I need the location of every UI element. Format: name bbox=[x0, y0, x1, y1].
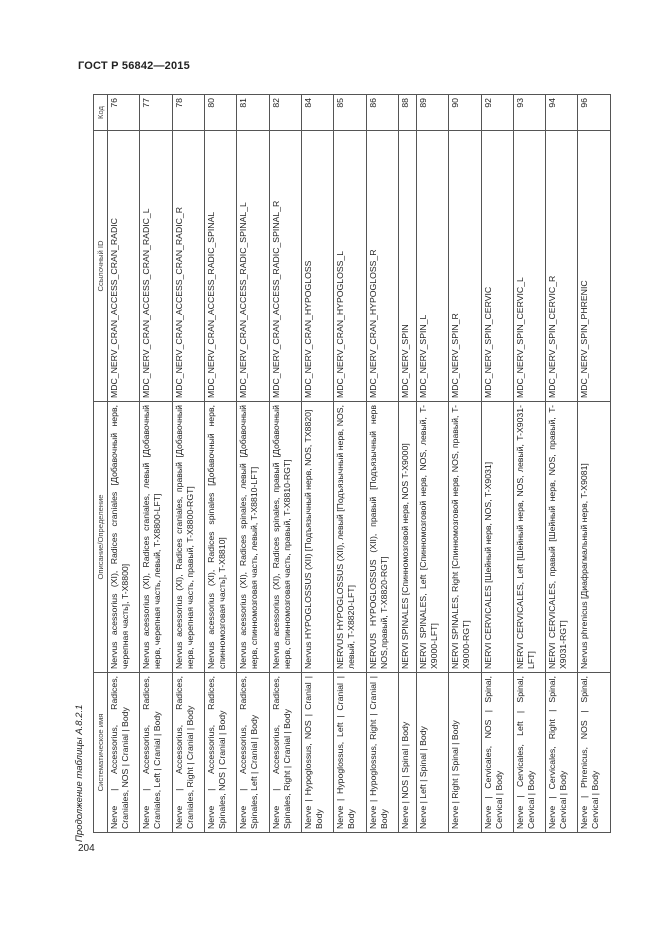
cell-reference-id: MDC_NERV_SPIN_R bbox=[449, 131, 481, 402]
cell-description: NERVI SPINALES, Left [Спинномозговой нерв, NOS, левый, T-X9000-LFT] bbox=[416, 402, 448, 673]
table-row bbox=[269, 95, 301, 833]
cell-systematic-name: Nerve | Hypoglossus, Right | Cranial | Body bbox=[366, 673, 398, 833]
cell-code: 89 bbox=[416, 95, 448, 131]
cell-reference-id: MDC_NERV_CRAN_ACCESS_RADIC_SPINAL_R bbox=[269, 131, 301, 402]
cell-description: Nervus acessorius (XI), Radices spinales, левый [Добавочный нерв, спинномозговая часть, левый, T-X8810-LFT] bbox=[237, 402, 269, 673]
cell-reference-id: MDC_NERV_CRAN_ACCESS_CRAN_RADIC_R bbox=[172, 131, 204, 402]
table-row bbox=[398, 95, 416, 833]
table-body bbox=[108, 95, 611, 833]
cell-code: 90 bbox=[449, 95, 481, 131]
table-header-row bbox=[94, 95, 108, 833]
cell-systematic-name: Nerve | Accessorius, Radices, Spinales, NOS | Cranial | Body bbox=[204, 673, 236, 833]
cell-code: 93 bbox=[513, 95, 545, 131]
cell-reference-id: MDC_NERV_SPIN_L bbox=[416, 131, 448, 402]
cell-code: 81 bbox=[237, 95, 269, 131]
cell-description: Nervus acessorius (XI), Radices cranialеs, левый [Добавочный нерв, черепная часть, левый, T-X8800-LFT] bbox=[140, 402, 172, 673]
cell-systematic-name: Nerve | NOS | Spinal | Body bbox=[398, 673, 416, 833]
cell-systematic-name: Nerve | Accessorius, Radices, Cranialеs, Left | Cranial | Body bbox=[140, 673, 172, 833]
cell-reference-id: MDC_NERV_SPIN bbox=[398, 131, 416, 402]
cell-description: NERVI CERVICALES, правый [Шейный нерв, NOS, правый, T-X9031-RGT] bbox=[546, 402, 578, 673]
cell-description: NERVI CERVICALES [Шейный нерв, NOS, T-X9031] bbox=[481, 402, 513, 673]
cell-reference-id: MDC_NERV_CRAN_ACCESS_RADIC_SPINAL_L bbox=[237, 131, 269, 402]
cell-reference-id: MDC_NERV_SPIN_CERVIC_R bbox=[546, 131, 578, 402]
cell-systematic-name: Nerve | Cervicales, NOS | Spinal, Cervical | Body bbox=[481, 673, 513, 833]
cell-description: NERVUS HYPOGLOSSUS (XII), правый [Подъязычный нерв NOS,правый, T-X8820-RGT] bbox=[366, 402, 398, 673]
column-header-description: Описание/Определение bbox=[94, 402, 108, 673]
cell-description: NERVUS HYPOGLOSSUS (XII), левый [Подъязычный нерв, NOS, левый, T-X8820-LFT] bbox=[334, 402, 366, 673]
cell-code: 88 bbox=[398, 95, 416, 131]
cell-code: 84 bbox=[301, 95, 333, 131]
cell-systematic-name: Nerve | Cervicales, Right | Spinal, Cervical | Body bbox=[546, 673, 578, 833]
table-row bbox=[237, 95, 269, 833]
cell-systematic-name: Nerve | Phrenicus, NOS | Spinal, Cervical | Body bbox=[578, 673, 611, 833]
cell-systematic-name: Nerve | Accessorius, Radices, Cranialеs, Right | Cranial | Body bbox=[172, 673, 204, 833]
cell-code: 78 bbox=[172, 95, 204, 131]
cell-reference-id: MDC_NERV_CRAN_ACCESS_RADIC_SPINAL bbox=[204, 131, 236, 402]
cell-reference-id: MDC_NERV_CRAN_ACCESS_CRAN_RADIC_L bbox=[140, 131, 172, 402]
table-row bbox=[546, 95, 578, 833]
cell-description: NERVI CERVICALES, Left [Шейный нерв, NOS, левый, T-X9031-LFT] bbox=[513, 402, 545, 673]
table-row bbox=[140, 95, 172, 833]
cell-reference-id: MDC_NERV_CRAN_HYPOGLOSS_L bbox=[334, 131, 366, 402]
table-row bbox=[481, 95, 513, 833]
column-header-reference-id: Ссылочный ID bbox=[94, 131, 108, 402]
cell-systematic-name: Nerve | Right | Spinal | Body bbox=[449, 673, 481, 833]
cell-reference-id: MDC_NERV_SPIN_CERVIC_L bbox=[513, 131, 545, 402]
cell-description: Nervus HYPOGLOSSUS (XII) [Подъязычный нерв, NOS, TX8820] bbox=[301, 402, 333, 673]
document-header: ГОСТ Р 56842—2015 bbox=[78, 60, 190, 72]
table-row bbox=[513, 95, 545, 833]
table-row bbox=[416, 95, 448, 833]
cell-systematic-name: Nerve | Accessorius, Radices, Craniales, NOS | Cranial | Body bbox=[108, 673, 140, 833]
cell-code: 80 bbox=[204, 95, 236, 131]
cell-systematic-name: Nerve | Hypoglossus, Left | Cranial | Body bbox=[334, 673, 366, 833]
cell-reference-id: MDC_NERV_CRAN_HYPOGLOSS bbox=[301, 131, 333, 402]
cell-code: 77 bbox=[140, 95, 172, 131]
column-header-code: Код bbox=[94, 95, 108, 131]
table-row bbox=[578, 95, 611, 833]
cell-description: Nervus acessorius (XI), Radices spinales, правый [Добавочный нерв, спинномозговая часть, правый, T-X8810-RGT] bbox=[269, 402, 301, 673]
cell-description: NERVI SPINALES [Спинномозговой нерв, NOS T-X9000] bbox=[398, 402, 416, 673]
cell-systematic-name: Nerve | Left | Spinal | Body bbox=[416, 673, 448, 833]
table-row bbox=[334, 95, 366, 833]
cell-systematic-name: Nerve | Accessorius, Radices, Spinales, Right | Cranial | Body bbox=[269, 673, 301, 833]
table-row bbox=[449, 95, 481, 833]
cell-description: Nervus phrenicus [Диафрагмальный нерв, T-X9081] bbox=[578, 402, 611, 673]
cell-code: 82 bbox=[269, 95, 301, 131]
cell-reference-id: MDC_NERV_SPIN_PHRENIC bbox=[578, 131, 611, 402]
column-header-systematic-name: Систематическое имя bbox=[94, 673, 108, 833]
cell-systematic-name: Nerve | Cervicales, Left | Spinal, Cervical | Body bbox=[513, 673, 545, 833]
table-row bbox=[204, 95, 236, 833]
cell-reference-id: MDC_NERV_CRAN_HYPOGLOSS_R bbox=[366, 131, 398, 402]
cell-code: 85 bbox=[334, 95, 366, 131]
cell-description: Nervus acessorius (XI), Radices spinales [Добавочный нерв, спинномозговая часть], T-X8810] bbox=[204, 402, 236, 673]
rotated-table-container bbox=[93, 95, 611, 833]
cell-description: Nervus acessorius (XI), Radices cranialeѕ [Добавочный нерв, черепная часть], T-X8800] bbox=[108, 402, 140, 673]
cell-code: 76 bbox=[108, 95, 140, 131]
cell-code: 86 bbox=[366, 95, 398, 131]
page-number: 204 bbox=[78, 843, 95, 854]
cell-code: 92 bbox=[481, 95, 513, 131]
nerve-table bbox=[93, 94, 611, 833]
cell-code: 94 bbox=[546, 95, 578, 131]
cell-code: 96 bbox=[578, 95, 611, 131]
table-row bbox=[366, 95, 398, 833]
table-row bbox=[108, 95, 140, 833]
cell-reference-id: MDC_NERV_SPIN_CERVIC bbox=[481, 131, 513, 402]
cell-reference-id: MDC_NERV_CRAN_ACCESS_CRAN_RADIC bbox=[108, 131, 140, 402]
cell-description: Nervus acessorius (XI), Radices cranialеs, правый [Добавочный нерв, черепная часть, правый, T-X8800-RGT] bbox=[172, 402, 204, 673]
cell-systematic-name: Nerve | Hypoglossus, NOS | Cranial | Body bbox=[301, 673, 333, 833]
cell-description: NERVI SPINALES, Right [Спинномозговой нерв, NOS, правый, T-X9000-RGT] bbox=[449, 402, 481, 673]
table-row bbox=[172, 95, 204, 833]
table-continuation-caption: Продолжение таблицы А.8.2.1 bbox=[74, 704, 85, 842]
table-row bbox=[301, 95, 333, 833]
cell-systematic-name: Nerve | Accessorius, Radices, Spinales, Left | Cranial | Body bbox=[237, 673, 269, 833]
